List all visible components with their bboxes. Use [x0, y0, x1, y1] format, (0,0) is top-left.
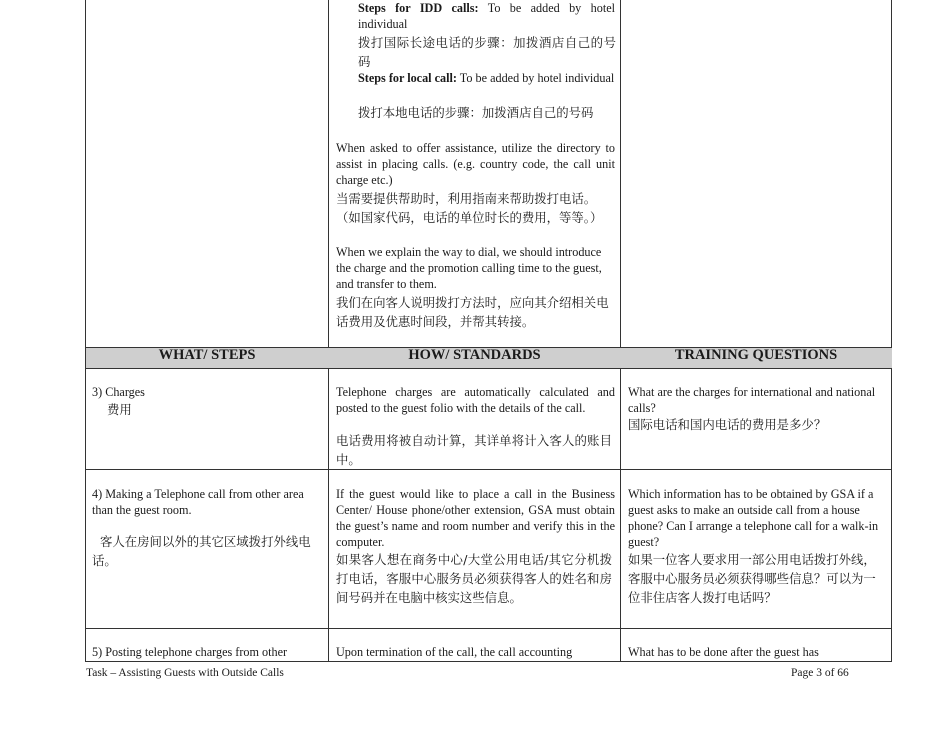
row3-question: What are the charges for international and national calls? — [628, 385, 876, 415]
header-how-standards: HOW/ STANDARDS — [408, 347, 541, 363]
row4-question: Which information has to be obtained by GSA if a guest asks to make an outside call from a house phone? Can I arrange a telephone call for a walk-in guest? — [628, 487, 879, 549]
row3-how-cn: 电话费用将被自动计算，其详单将计入客人的账目中。 — [336, 433, 612, 467]
header-bottom-rule — [85, 368, 892, 369]
row4-how-cn: 如果客人想在商务中心/大堂公用电话/其它分机拨打电话，客服中心服务员必须获得客人的姓名和房间号码并在电脑中核实这些信息。 — [336, 552, 612, 605]
local-steps-label: Steps for local call: — [358, 71, 457, 85]
row3-step-cn: 费用 — [107, 402, 132, 417]
assist-text-cn: 当需要提供帮助时，利用指南来帮助拨打电话。（如国家代码，电话的单位时长的费用，等等。） — [336, 191, 603, 225]
local-steps-cn: 拨打本地电话的步骤：加拨酒店自己的号码 — [358, 105, 594, 120]
row3-step: 3) Charges — [92, 385, 145, 399]
table-border-left — [85, 0, 86, 662]
table-border-col2 — [620, 0, 621, 662]
row5-question: What has to be done after the guest has — [628, 645, 819, 659]
header-what-steps: WHAT/ STEPS — [158, 347, 256, 363]
row4-step: 4) Making a Telephone call from other area than the guest room. — [92, 487, 304, 517]
table-border-right — [891, 0, 892, 662]
explain-text-cn: 我们在向客人说明拨打方法时，应向其介绍相关电话费用及优惠时间段，并帮其转接。 — [336, 295, 609, 329]
idd-steps-text: To be added by hotel individual — [358, 1, 615, 31]
footer-task-title: Task – Assisting Guests with Outside Calls — [86, 667, 284, 679]
row5-how: Upon termination of the call, the call accounting — [336, 645, 573, 659]
footer-page-number: Page 3 of 66 — [791, 667, 849, 679]
row3-question-cn: 国际电话和国内电话的费用是多少？ — [628, 417, 827, 432]
row4-bottom-rule — [85, 628, 892, 629]
row3-bottom-rule — [85, 469, 892, 470]
table-bottom-rule — [85, 661, 892, 662]
row4-how: If the guest would like to place a call in the Business Center/ House phone/other extension, GSA must obtain the guest’s name and room number and verify this in the computer. — [336, 487, 615, 549]
row3-how: Telephone charges are automatically calculated and posted to the guest folio with the details of the call. — [336, 385, 615, 415]
idd-steps-label: Steps for IDD calls: — [358, 1, 479, 15]
assist-text: When asked to offer assistance, utilize the directory to assist in placing calls. (e.g. country code, the call unit charge etc.) — [336, 141, 615, 187]
explain-text: When we explain the way to dial, we should introduce the charge and the promotion calling time to the guest, and transfer to them. — [336, 245, 602, 291]
row4-step-cn: 客人在房间以外的其它区域拨打外线电话。 — [92, 534, 311, 568]
row4-question-cn: 如果一位客人要求用一部公用电话拨打外线，客服中心服务员必须获得哪些信息？可以为一位非住店客人拨打电话吗？ — [628, 552, 876, 605]
table-border-col1 — [328, 0, 329, 662]
local-steps — [358, 70, 615, 86]
row5-step: 5) Posting telephone charges from other — [92, 645, 288, 659]
idd-steps — [358, 0, 615, 32]
header-training-questions: TRAINING QUESTIONS — [674, 347, 838, 363]
idd-steps-cn: 拨打国际长途电话的步骤：加拨酒店自己的号码 — [358, 35, 616, 69]
local-steps-text: To be added by hotel individual — [459, 71, 615, 85]
